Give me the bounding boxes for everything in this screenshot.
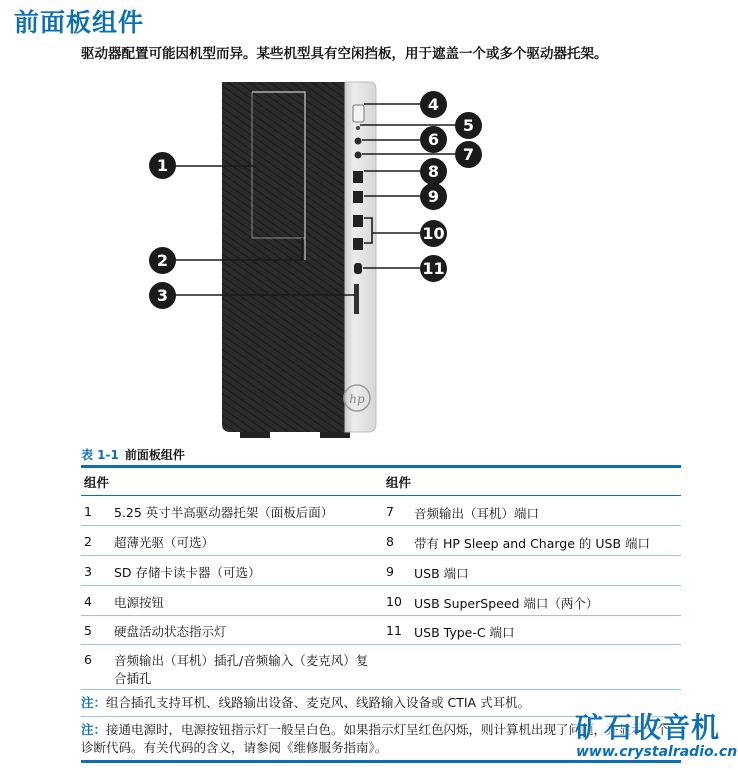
row-text-right: USB 端口: [414, 566, 469, 581]
svg-text:hp: hp: [349, 392, 365, 406]
table-header-rule: [81, 495, 681, 496]
callout-2: 2: [149, 247, 176, 274]
front-panel-figure: [0, 70, 738, 450]
callout-10: 10: [420, 220, 447, 247]
callout-5: 5: [455, 112, 482, 139]
page-title: 前面板组件: [14, 8, 145, 37]
row-number-left: 2: [84, 534, 92, 549]
row-number-left: 5: [84, 623, 92, 638]
row-text-left: 电源按钮: [114, 595, 165, 610]
note-text: 接通电源时，电源按钮指示灯一般呈白色。如果指示灯呈红色闪烁，则计算机出现了问题，并显示一个诊断代码。有关代码的含义，请参阅《维修服务指南》。: [81, 722, 669, 755]
callout-9: 9: [420, 183, 447, 210]
row-divider: [81, 585, 681, 586]
table-caption-text: 前面板组件: [124, 448, 185, 462]
row-text-right: 带有 HP Sleep and Charge 的 USB 端口: [414, 536, 651, 551]
intro-text: 驱动器配置可能因机型而异。某些机型具有空闲挡板，用于遮盖一个或多个驱动器托架。: [81, 46, 608, 62]
table-header-left: 组件: [84, 475, 110, 490]
table-header-right: 组件: [386, 475, 412, 490]
front-bezel: [222, 82, 345, 432]
row-divider: [81, 525, 681, 526]
row-divider: [81, 644, 681, 645]
row-text-left: 硬盘活动状态指示灯: [114, 624, 227, 639]
row-number-left: 6: [84, 652, 92, 667]
row-number-left: 3: [84, 564, 92, 579]
row-divider: [81, 555, 681, 556]
row-text-left: 5.25 英寸半高驱动器托架（面板后面）: [114, 505, 334, 520]
callout-6: 6: [420, 126, 447, 153]
callout-8: 8: [420, 158, 447, 185]
table-bottom-rule: [81, 760, 681, 763]
callout-3: 3: [149, 282, 176, 309]
table-caption-number: 表 1-1: [81, 448, 119, 462]
row-text-right: USB SuperSpeed 端口（两个）: [414, 596, 599, 611]
row-divider: [81, 689, 681, 690]
row-number-left: 1: [84, 504, 92, 519]
row-number-right: 8: [386, 534, 394, 549]
row-divider: [81, 615, 681, 616]
note-label: 注：: [81, 695, 107, 710]
row-number-right: 7: [386, 504, 394, 519]
table-top-rule: [81, 465, 681, 468]
callout-7: 7: [455, 141, 482, 168]
row-number-right: 10: [386, 594, 402, 609]
row-text-left: 超薄光驱（可选）: [114, 535, 215, 550]
callout-11: 11: [420, 255, 447, 282]
callout-4: 4: [420, 91, 447, 118]
note-label: 注：: [81, 722, 107, 737]
row-text-left: SD 存储卡读卡器（可选）: [114, 565, 261, 580]
watermark-logo: 矿石收音机: [575, 711, 721, 744]
callout-1: 1: [149, 152, 176, 179]
watermark-url: www.crystalradio.cn: [576, 744, 738, 760]
table-caption: [81, 446, 185, 463]
note-text: 组合插孔支持耳机、线路输出设备、麦克风、线路输入设备或 CTIA 式耳机。: [106, 695, 531, 710]
row-text-right: USB Type-C 端口: [414, 625, 515, 640]
row-number-right: 11: [386, 623, 402, 638]
row-number-left: 4: [84, 594, 92, 609]
row-number-right: 9: [386, 564, 394, 579]
pc-tower-illustration: [0, 70, 738, 450]
row-text-right: 音频输出（耳机）端口: [414, 506, 540, 521]
row-text-left: 音频输出（耳机）插孔/音频输入（麦克风）复合插孔: [114, 653, 369, 686]
